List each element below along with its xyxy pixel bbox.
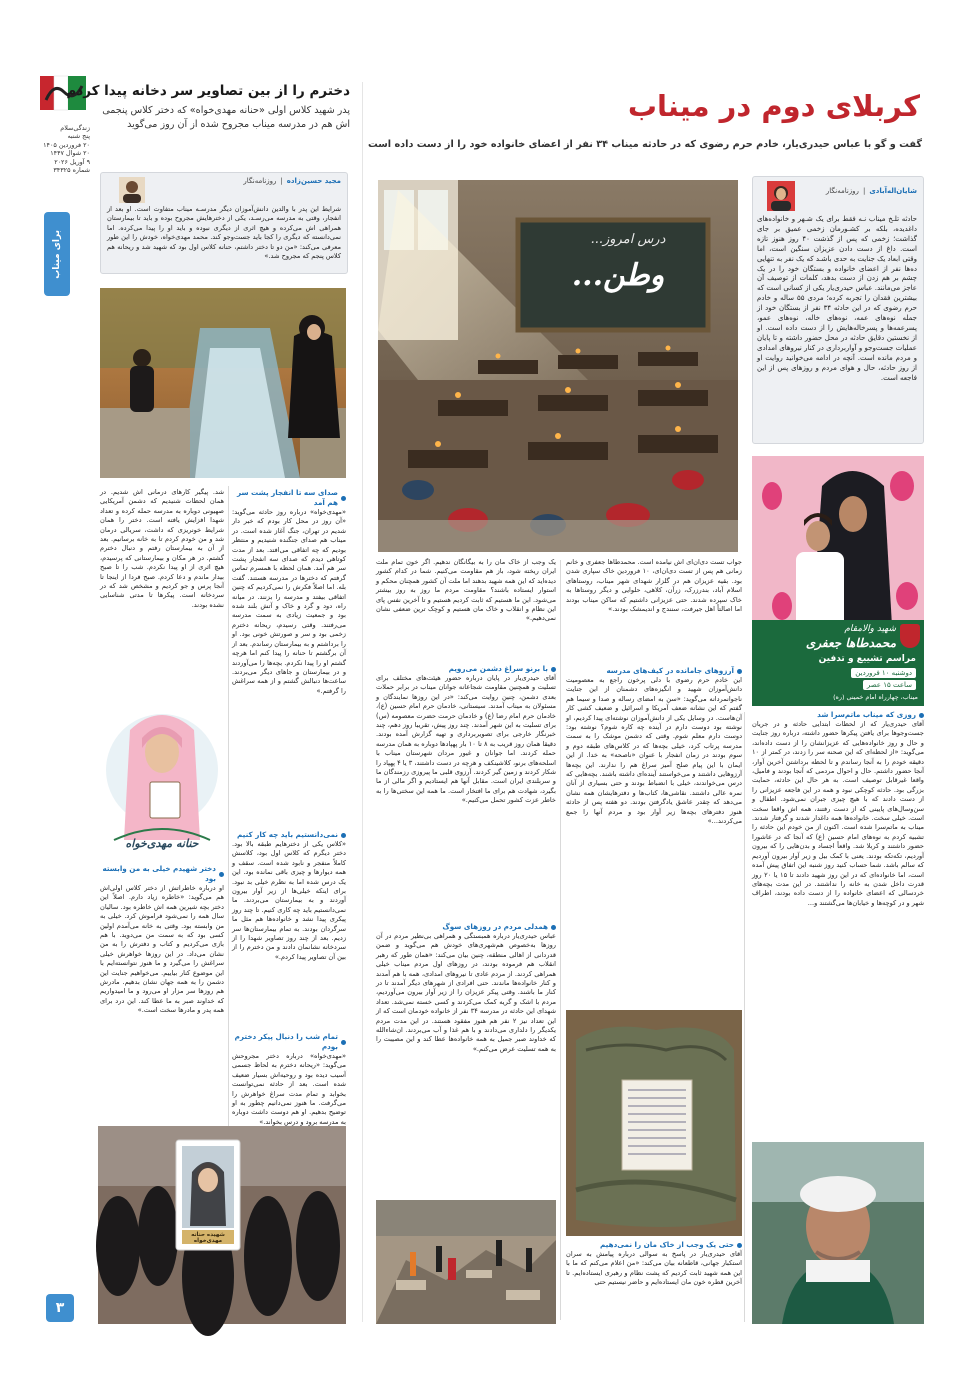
side-author-role: روزنامه‌نگار xyxy=(243,177,277,185)
side-col-b2 xyxy=(100,864,224,1120)
side-col-a-heading: تمام شب را دنبال پیکر دخترم بودم xyxy=(232,1032,346,1052)
meta-line: شماره ۳۴۳۲۵ xyxy=(53,166,90,175)
side-col-b-body: او درباره خاطراتش از دختر کلاس اولی‌اش هم می‌گوید: «خاطره زیاد دارم. اصلاً این دختر بچه شیرین همه اش خاطره بود. سالیان سال همه را نمی‌شود فراموش کرد. خیلی به من وابسته بود. وقتی به خانه می‌آمدم اولین کسی بود که به سمت من می‌دوید. با هم بازی می‌کردیم و کتاب و دفترش را به من نشان می‌داد. در این روزها خواهرش خیلی سراغش را می‌گیرد و ما هنوز نتوانسته‌ایم با این موضوع کنار بیاییم. می‌خواهیم جنایت این دشمن را به همه جهان نشان بدهیم. مادرش هم روزها سر مزار او می‌رود و ما امیدواریم که خداوند صبر به ما عطا کند. این درد برای همه پدر و مادرها سخت است.» xyxy=(100,884,224,1015)
poster-time: ساعت ۱۵ عصر xyxy=(863,680,916,690)
main-col-2-heading: آرزوهای جامانده در کیف‌های مدرسه xyxy=(566,666,742,676)
side-author-avatar xyxy=(119,177,145,203)
main-headline: کربلای دوم در میناب xyxy=(627,89,920,123)
side-column-rule xyxy=(228,486,229,1126)
side-col-b xyxy=(100,488,224,704)
side-story-byline: مجید حسین‌زاده | روزنامه‌نگار xyxy=(243,177,341,185)
main-col-2-end-heading: حتی یک وجب از خاک مان را نمی‌دهیم xyxy=(566,1240,742,1250)
main-author-role: روزنامه‌نگار xyxy=(825,187,859,195)
main-photo-rubble xyxy=(376,1200,556,1324)
main-intro: حادثه تلـخ میناب نـه فقط برای یک شـهر و خانواده‌های داغدیده، بلکه بر کشـورمان زخمی عمیق بر جای گذاشت؛ زخمی که پس از گذشت ۴۰ روز هنوز تازه است. داغ از دست دادن عزیزان سنگین است، اما وقتی ابعاد یک جنایت به حدی باشـد که یک نفر به تنهایی ده‌ها نفر از اعضای خانواده و بستگان خود را در یک چشم بر هم زدن از دست بدهد، کلمات از توصیف آن عاجز می‌مانند. عباس حیدری‌یار یکی از کسانی است که بیشترین فقدان را تجربه کرده؛ مردی ۵۵ ساله و خادم حرم رضوی که در این حادثه ۳۴ نفر از بستگان خود از جمله نوه‌های عمه، نوه‌های خاله، نوه‌های عمو، پسرعمه‌ها و پسرخاله‌هایش را از دست داده است. او از نخستین دقایق حادثه در محل حضور داشته و تا پایان عملیات جست‌وجو و آواربرداری در کنار نیروهای امدادی و مردم مانده است. آنچه در ادامه می‌خوانید روایت او از روز حادثه، حال و هوای مردم و روزهای پس از این فاجعه است. xyxy=(757,215,917,382)
board-line2: وطن... xyxy=(571,258,665,293)
side-col-a-heading: صدای سه تا انفجار پشت سر هم آمد xyxy=(232,488,346,508)
main-col-3-heading: با برنو سراغ دشمن می‌رویم xyxy=(376,664,556,674)
side-col-a-body: «مهدی‌خواه» درباره دختر مجروحش می‌گوید: «ریحانه دخترم به لحاظ جسمی آسیب دیده بود و روحیه‌اش بسیار ضعیف شده است. بعد از حادثه نمی‌توانست بخوابد و تمام مدت سراغ خواهرش را می‌گرفت. ما هنوز نمی‌دانیم چطور به او توضیح بدهیم. او هم دوست داشت دوباره به مدرسه برود و درس بخواند.» xyxy=(232,1052,346,1126)
meta-line: ۲۰ فروردین ۱۴۰۵ xyxy=(43,140,90,149)
side-story-lead: پدر شهید کلاس اولی «حنانه مهدی‌خواه» که دختر کلاس پنجمی اش هم در مدرسه میناب مجروح شده از آن روز می‌گوید xyxy=(102,105,350,130)
main-photo-worker xyxy=(752,1142,924,1324)
poster-banner xyxy=(752,620,924,706)
main-rule-1 xyxy=(744,712,745,1322)
meta-line: زندگی‌سلام xyxy=(60,124,90,132)
section-tab-label: برای میناب xyxy=(52,229,62,279)
side-photo-waterfall xyxy=(100,288,346,478)
portrait-caption: حنانه مهدی‌خواه xyxy=(125,837,199,850)
side-col-a-body: «مهدی‌خواه» درباره روز حادثه می‌گوید: «آن روز در محل کار بودم که خبر دار شدیم در تهران، جنگ آغاز شده است. در میناب هم صدای جنگنده شنیدیم و منتظر بودیم که چه اتفاقی می‌افتد. بعد از مدت کوتاهی دیدم که صدای سه انفجار پشت سر هم آمد. همان لحظه با همسرم تماس گرفتم که دخترها در مدرسه هستند. گفت بله. اما اصلاً فکرش را نمی‌کردیم که چنین اتفاقی بیفتد و مدرسه را بزنند. در میانه راه، دود و گرد و خاک و آتش بلند شده بود و جمعیت زیادی به سمت مدرسه می‌رفتند. وقتی رسیدم، ریحانه دخترم زخمی بود و سر و صورتش خونی بود. او را برداشتم و به بیمارستان رساندم. بعد از آن برگشتم تا حنانه را پیدا کنم اما هرچه گشتم او را پیدا نکردم. بچه‌ها را می‌آوردند و در بیمارستان و جاهای دیگر می‌بردند. ساعت‌ها دنبالش گشتم و از همه سراغش را گرفتم.» xyxy=(232,508,346,695)
board-line1: درس امروز... xyxy=(590,232,666,247)
side-col-a-body: «کلاس یکی از دخترهایم طبقه بالا بود. دختر دیگرم که کلاس اول بود، کلاسش کاملاً منفجر و نابود شده است. سقف و همه دیوارها و چیزی باقی نمانده بود. این یک درس شده اما به نظرم خیلی بد نبود. برای اینکه خیلی‌ها از زیر آوار بیرون آوردند و به بیمارستان می‌بردند. ما نمی‌دانستیم باید چه کاری کنیم. تا چند روز پیکری پیدا نشد و خانواده‌ها هم مثل ما سرگردان بودند. به تمام بیمارستان‌ها سر زدیم. بعد از چند روز تصاویر شهدا را از سردخانه نشانمان دادند و من دخترم را از بین آن تصاویر پیدا کردم.» xyxy=(232,840,346,961)
main-rule-2 xyxy=(560,560,561,1320)
meta-line: ۲۰ شوال ۱۴۴۷ xyxy=(50,149,90,158)
side-col-b-heading: دختر شهیدم خیلی به من وابسته بود xyxy=(100,864,224,884)
side-story-headline: دخترم را از بین تصاویر سر دخانه پیدا کردم xyxy=(66,83,350,99)
side-author-name: مجید حسین‌زاده xyxy=(286,177,341,185)
side-story-intro-box xyxy=(100,172,348,274)
meta-line: پنج شنبه xyxy=(67,132,90,141)
main-col-3-body: عباس حیدری‌یار درباره همبستگی و همراهی بی‌نظیر مردم در آن روزها به‌خصوص هم‌شهری‌های خودش هم می‌گوید و ضمن قدردانی از اهالی منطقه، چنین بیان می‌کند: «همان طور که رهبر انقلاب هم فرموده بودند، در روزهای اول مردم میناب خیلی همراهی کردند. از مردم عادی تا نیروهای امدادی، همه با هم آمدند و کنار خانواده‌ها ماندند. حتی افرادی از شهرهای دیگر آمدند تا در کنار ما باشند. وقتی پیکر عزیزان را از زیر آوار بیرون می‌آوردیم، مردم با اشک و گریه کمک می‌کردند و کسی خسته نمی‌شد. تعداد شهدای این حادثه در مدرسه ۳۴ نفر از خانواده خودمان است که از این تعداد نیز ۲ نفر هم هنوز مفقود هستند. در این مدت مردم یکدیگر را دلداری می‌دادند و با هم غذا و آب می‌بردند. ان‌شاءالله که خداوند صبر جمیل به همه خانواده‌ها عطا کند و این مصیبت را به همه تسلیت عرض می‌کنم.» xyxy=(376,932,557,1053)
main-col-1-body: آقای حیدری‌یار که از لحظات ابتدایی حادثه و در جریان جست‌وجوها برای یافتن پیکرها حضور داشته، درباره روز جنایت و حال و روز خانواده‌هایی که عزیزانشان را از دست داده‌اند، می‌گوید: «از لحظه‌ای که این صحنه سر را زدند، در کمتر از ۱۰ دقیقه خودم را به آنجا رساندم و تا لحظه برداشتن آخرین آوار، آنجا حضور داشتم. حال و احوال مردمی که آنجا بودند و فامیل، واقعا غیرقابل توصیف است. به هر حال این حادثه، حمایت بزرگی بود. حادثه کوچکی نبود و همه در این فاجعه عزیزانی را از دست دادند که با هیچ چیزی جبران نمی‌شود. اطفال و سن‌وسال‌های پایینی که از دست رفتند، همه اش واقعا سخت است. خیلی سخت. خانواده‌ها همه داغدار شدند و گرفتار شدند. میناب به ماتم‌سرا شده است. اکنون از من خودم این حادثه را تشبیه کردم به نوه‌های امام حسین (ع) که آنجا که در عاشورا حضور داشتند و کربلا شد. واقعاً اجساد و بدن‌هایی را که بیرون آوردیم، تکه‌تکه بودند. یعنی با کمک بیل و زیر آوار بیرون آوردیم که سالم باشد. شما حساب کنید روز شنبه این اتفاق پیش آمده است، اما خانواده‌ای که در این روز شهید دادند تا ۱۵ یا ۲۰ روز قدرت داخل شدن به خانه را نداشتند. در این مدت بچه‌های خردسالی که اعضای خانواده را از دست داده بودند، اطراف شهر و در کوچه‌ها و خیابان‌ها می‌گشتند و... xyxy=(752,720,924,907)
main-photo-classroom xyxy=(378,180,738,552)
main-col-2-end-body: آقای حیدری‌یار در پاسخ به سوالی درباره پیامش به سران استکبار جهانی، قاطعانه بیان می‌کند: «من اعلام می‌کنم که ما با این همه شهید ثابت کردیم که پشت نظام و رهبری ایستاده‌ایم. تا آخرین قطره خون مان ایستاده‌ایم و حاضر نیستیم حتی xyxy=(566,1250,742,1287)
main-col-2-end xyxy=(566,1240,742,1322)
side-photo-crowd xyxy=(98,1126,346,1324)
main-col-2 xyxy=(566,558,742,1008)
poster-line2: محمدطاها جعفری xyxy=(805,636,896,650)
section-tab[interactable] xyxy=(44,212,70,296)
side-col-a xyxy=(232,488,346,1126)
side-portrait-illustration xyxy=(100,690,224,860)
poster-ceremony: مراسم تشییع و تدفین xyxy=(818,654,916,664)
main-byline: شایان‌اله‌آبادی | روزنامه‌نگار xyxy=(825,187,917,195)
masthead-strip xyxy=(0,0,96,1380)
main-col-3-body: آقای حیدری‌یار در پایان درباره حضور هیئت‌های مختلف برای تسلیت و همچنین مقاومت شجاعانه جوانان میناب در برابر حملات بعدی دشمن، چنین روایت می‌کند: «در این روزها نمایندگان و مسئولان به میناب آمدند. سیستانی، خادمان حرم امام حسین (ع)، خادمان حرم امام رضا (ع) و خادمان حرمت حضرت معصومه (س) برای تسلیت به این شهر آمدند. چند روز پیش، تقریبا روز دهم، چند خبرنگار خارجی برای تصویربرداری و تهیه گزارش آمده بودند. دقیقا همان روز قریب به ۸ تا ۱۰ بار پهپادها دوباره به همان مدرسه حمله کردند. اما جوانان و غیور مردان شهرستان میناب با اسلحه‌های برنو، کلاشینکف و هرچه در دست داشتند، ۳ یا ۴ پهپاد را شکار کردند و زمین گیر کردند. آرزوی قلبی ما پیروزی رزمندگان ما و سربلندی ایران است. مقابل آنها هم ایستادیم و اگر مالی از ما بگیرد، شهادت هم برای ما افتخار است. ما همه این سختی‌ها را به خاطر عزت کشور تحمل می‌کنیم.» xyxy=(376,674,556,805)
meta-line: ۹ آوریل ۲۰۲۶ xyxy=(54,157,90,166)
main-photo-poster xyxy=(752,456,924,706)
main-photo-fabric xyxy=(566,1010,742,1236)
main-col-3-heading: همدلی مردم در روزهای سوگ xyxy=(376,922,556,932)
poster-emblem xyxy=(900,624,920,648)
side-story-intro: شرایط این پدر با والدین دانش‌آموزان دیگر مدرسـه میناب متفاوت است. او بعد از انفجار، وقتی به مدرسه می‌رسـد، یکی از دخترهایش مجروح بوده و باید تا بیمارستان همراهی اش می‌کرده و هیچ اثری از دیگری نبوده و باید او را پیدا می‌کرده. اما نمی‌دانسته که دیگری را کجا باید جست‌وجو کند. محمد مهدی‌خواه، خودش را این طور معرفی می‌کند: «من دو تا دختر داشتم، حنانه کلاس اول بود که شهید شد و ریحانه هم کلاس پنجم که مجروح شد.» xyxy=(107,205,341,261)
main-col-3 xyxy=(376,558,556,1198)
poster-date: دوشنبه ۱۰ فروردین xyxy=(851,668,916,678)
main-author-name: شایان‌اله‌آبادی xyxy=(869,187,917,195)
main-lead: گفت و گو با عباس حیدری‌یار، خادم حرم رضوی که در حادثه میناب ۳۴ نفر از اعضای خانواده خود را از دست داده است xyxy=(367,139,922,150)
crowd-caption: شهیده حنانه مهدی‌خواه xyxy=(191,1232,225,1244)
main-col-2-body: جواب تست دی‌ان‌ای اش نیامده است. محمدطاها جعفری و خانم زمانی هم پس از تست دی‌ان‌ای، ۱۰ فروردین خاک سپاری شدن بود. بقیه عزیزان هم در گلزار شهدای شهر میناب، روستاهای اسلام آباد، بندرزرک، زرآن، کلاهی، حلوایی و دیگر روستاها به خاک سپرده شدند. حتی عزیزانی داشتیم که ساکن میناب بودند اما اصالتاً اهل جیرفت، سنندج و اندیمشک بودند.» xyxy=(566,558,742,614)
main-author-avatar xyxy=(767,181,795,211)
main-intro-box xyxy=(752,176,924,444)
main-col-3-body: یک وجب از خاک مان را به بیگانگان ندهیم. اگر خون تمام ملت ایران ریخته شود، باز هم مقاومت می‌کنیم. شما در کدام کشور دیده‌اید که این همه شهید بدهند اما ملت آن کشور همچنان محکم و استوار ایستاده باشند؟ مقاومت مردم ما روز به روز بیشتر می‌شود. این ما هستیم که ثابت کردیم هستیم و تا آخرین نفس پای این نظام و انقلاب و خاک مان هستیم و کوچک ترین ضعفی نشان نمی‌دهیم.» xyxy=(376,558,556,623)
main-col-1 xyxy=(752,710,924,1144)
masthead-meta xyxy=(28,124,90,174)
page-number-badge xyxy=(46,1294,74,1322)
main-col-1-heading: روزی که میناب ماتم‌سرا شد xyxy=(752,710,924,720)
side-col-a-heading: نمی‌دانستیم باید چه کار کنیم xyxy=(232,830,346,840)
main-col-2-body: این خادم حرم رضوی با دلی پرخون راجع به معصومیت دانش‌آموزان شهید و انگیزه‌های دشمنان از این جنایت ناجوانمردانه می‌گوید: «سن به امضای رساله و صدا و سیما هم گفتم که این نشانه ضعف آمریکا و اسرائیل و ضعیف کشی کار آن‌هاست. در وسایل یکی از دانش‌آموزان نوشته‌ای پیدا کردیم، او نوشته بود دوست دارم در آینده چه کاره شوم؟ نوشته بود: دوست دارم معلم شوم. وقتی که دشمن موشک را به سمت مدرسه پرتاب کرد، خیلی بچه‌ها که در کلاس‌های طبقه دوم و سوم بودند در زمان انفجار با عنوان «ناصحه» به خدا. از این ایمان با این پیام صلح آمیز سراغ هم را ندارند. این بچه‌ها آرزوهایی داشتند و می‌خواستند آینده‌ای داشته باشند. بچه‌هایی که درس می‌خواندند، خیلی با انضباط بودند و حتی بسیاری از آنان نمره عالی داشتند. نقاشی‌ها، کتاب‌ها و دفترهایشان همه نشان می‌دهد که چقدر عاشق یادگرفتن بودند. دو هفته پس از حادثه هنوز دفترهای بچه‌ها زیر آوار بود و مردم آنها را جمع می‌کردند...» xyxy=(566,676,742,826)
poster-place: میناب، چهارراه امام خمینی (ره) xyxy=(833,693,918,701)
main-rule-side xyxy=(362,82,363,1322)
page-number: ۳ xyxy=(55,1300,65,1316)
side-col-b-body: شد. پیگیر کارهای درمانی اش شدیم. در همان لحظات شنیدیم که دشمن آمریکایی صهیونی دوباره به مدرسه حمله کرده و تعداد شهدا افزایش یافته است. دختر را همان شرایط خونریزی که داشت، سریالی درمان شد و من خودم کردم تا به خانه برسانیم. بعد از آن به بیمارستان رفتم و دنبال دخترم گشتم. در هر مکان و بیمارستانی که پرسیدم، هیچ اثری از او پیدا نکردم. شب را تا صبح بیدار ماندم و دعا کردم. صبح فردا از اینجا تا آنجا پرس و جو کردیم و مشخص شد که در سردخانه است. پیکرها تا مدتی شناسایی نشده بودند. xyxy=(100,488,224,609)
poster-line1: شهید والامقام xyxy=(844,624,896,634)
